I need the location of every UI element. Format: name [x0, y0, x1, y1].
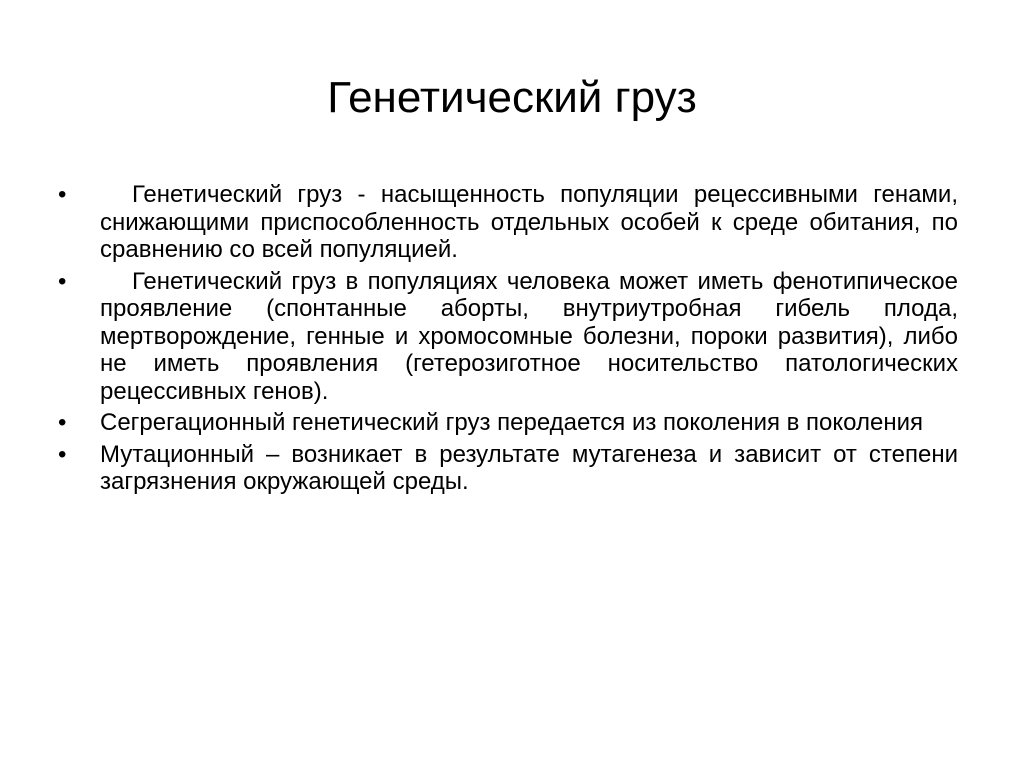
bullet-text: Генетический груз в популяциях человека может иметь фенотипическое проявление (спонтанные аборты, внутриутробная гибель плода, мертворождение, генные и хромосомные болезни, пороки развития), либо не иметь проявления (гетерозиготное носительство патологических рецессивных генов).: [100, 267, 958, 405]
bullet-item: [58, 409, 958, 437]
bullet-item: [58, 181, 958, 264]
bullet-marker: •: [58, 440, 67, 468]
bullet-marker: •: [58, 409, 67, 436]
bullet-marker: •: [58, 267, 67, 295]
bullet-text: Сегрегационный генетический груз передается из поколения в поколения: [100, 409, 923, 436]
bullet-item: [58, 441, 958, 496]
bullet-text: Мутационный – возникает в результате мутагенеза и зависит от степени загрязнения окружающей среды.: [100, 440, 958, 495]
bullet-text: Генетический груз - насыщенность популяции рецессивными генами, снижающими приспособленность отдельных особей к среде обитания, по сравнению со всей популяцией.: [100, 181, 958, 263]
bullet-marker: •: [58, 181, 67, 208]
bullet-item: [58, 268, 958, 406]
bullet-list: [58, 181, 958, 496]
slide-title: Генетический груз: [327, 73, 697, 122]
